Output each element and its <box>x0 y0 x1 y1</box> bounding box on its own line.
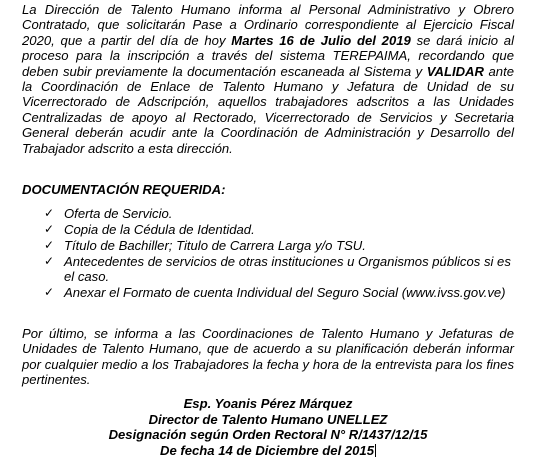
signatory-title: Director de Talento Humano UNELLEZ <box>148 411 388 427</box>
checkmark-icon: ✓ <box>44 254 55 268</box>
checkmark-icon: ✓ <box>44 222 55 236</box>
checkmark-icon: ✓ <box>44 285 55 300</box>
intro-text-1: La Dirección de Talento Humano informa al Personal Administrativo y Obrero Contratado, que solicitarán Pase a Ordinario correspondiente al Ejercicio Fiscal 2020, que a partir del día de hoy <box>22 2 514 48</box>
list-item <box>44 285 514 300</box>
signature-block <box>22 396 514 458</box>
intro-text-4: ante la Coordinación de Enlace de Talento Humano y Jefatura de Unidad de su Vicerrectorado de Adscripción, aquellos trabajadores adscritos a las Unidades Centralizadas de apoyo al Rectorado, Vicerrectorado de Servicios y Secretaria General deberán acudir ante la Coordinación de Administración y Desarrollo del Trabajador adscrito a esta dirección. <box>22 63 515 156</box>
start-date: Martes 16 de Julio del 2019 <box>231 32 411 48</box>
system-name: TEREPAIMA <box>332 48 408 64</box>
checkmark-icon: ✓ <box>44 206 55 220</box>
closing-paragraph: Por último, se informa a las Coordinaciones de Talento Humano y Jefaturas de Unidades de Talento Humano, que de acuerdo a su planificación deberán informar por cualquier medio a los Trabajadores la fecha y hora de la entrevista para los fines pertinentes. <box>22 326 514 388</box>
documentation-heading: DOCUMENTACIÓN REQUERIDA: <box>22 182 226 197</box>
intro-text-3: , recordando que deben subir previamente la documentación escaneada al Sistema y <box>22 48 514 79</box>
intro-paragraph <box>22 2 514 156</box>
designation-date-line <box>22 443 514 459</box>
checkmark-icon: ✓ <box>44 238 55 252</box>
designation-date: De fecha 14 de Diciembre del 2015 <box>160 442 374 458</box>
list-item-text: Oferta de Servicio. <box>64 206 173 221</box>
intro-text-2: se dará inicio al proceso para la inscripción a través del sistema <box>22 32 514 64</box>
list-item-text: Anexar el Formato de cuenta Individual del Seguro Social (www.ivss.gov.ve) <box>64 285 506 301</box>
list-item-text: Título de Bachiller; Titulo de Carrera Larga y/o TSU. <box>64 238 366 253</box>
list-item <box>44 238 514 253</box>
designation-line: Designación según Orden Rectoral N° R/1437/12/15 <box>108 427 428 443</box>
list-item <box>44 254 514 285</box>
list-item-text: Copia de la Cédula de Identidad. <box>64 222 255 237</box>
signatory-name: Esp. Yoanis Pérez Márquez <box>183 396 353 411</box>
list-item-text: Antecedentes de servicios de otras instituciones u Organismos públicos si es el caso. <box>64 254 511 285</box>
validar-emphasis: VALIDAR <box>426 63 484 79</box>
text-cursor <box>375 444 376 457</box>
list-item <box>44 206 514 221</box>
documentation-list <box>44 206 514 301</box>
list-item <box>44 222 514 237</box>
